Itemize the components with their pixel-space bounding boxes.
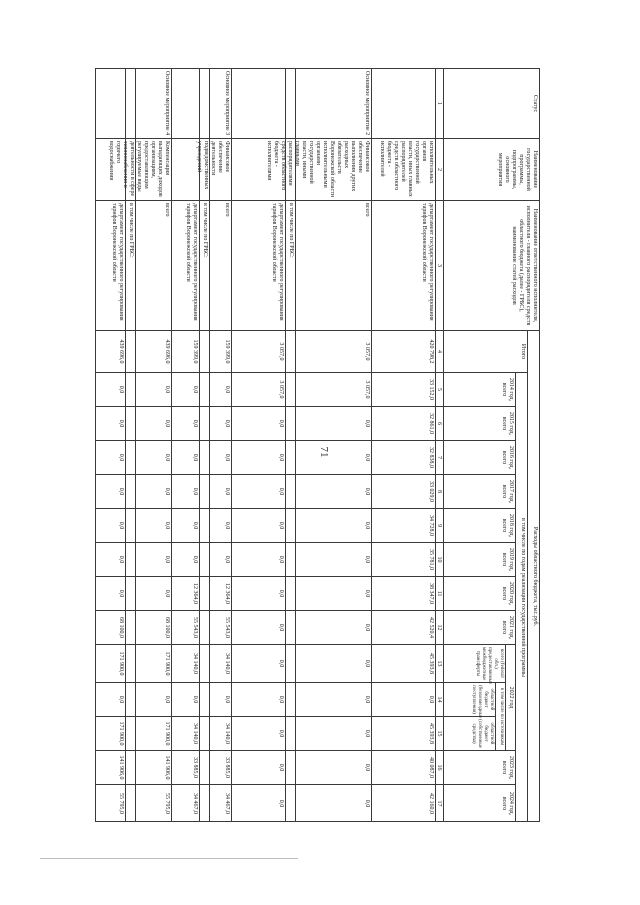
row-value [286,406,296,440]
header-src1: областной бюджет (безвозмездные поступления) [444,682,496,716]
row-value: 0,0 [96,440,126,474]
row-value [286,716,296,750]
header-expenses: Расходы областного бюджета, тыс.руб. [528,330,540,822]
row-program [200,138,210,200]
row-value: 12 364,0 [210,576,232,610]
column-number: 2 [436,138,444,200]
row-value: 0,0 [296,406,372,440]
row-value [200,474,210,508]
row-executor: всего [136,200,172,330]
row-value [126,644,136,682]
row-value: 0,0 [210,406,232,440]
row-value [286,750,296,784]
row-status [286,68,296,138]
header-y2021: 2021 год, всего [444,610,516,644]
row-value: 0,0 [232,644,286,682]
header-y2018: 2018 год, всего [444,508,516,542]
row-program [126,138,136,200]
column-number: 12 [436,610,444,644]
row-value: 0,0 [232,440,286,474]
column-number: 3 [436,200,444,330]
row-value: 0,0 [232,474,286,508]
row-value [200,682,210,716]
row-value: 0,0 [172,542,200,576]
row-executor: департамент государственного регулирования тарифов Воронежской области [232,200,286,330]
row-status [200,68,210,138]
row-value: 34 140,0 [210,644,232,682]
row-value: 33 885,0 [172,750,200,784]
row-value: 159 399,0 [210,330,232,372]
row-value: 159 399,0 [172,330,200,372]
row-value [200,508,210,542]
row-value: 171 900,0 [136,644,172,682]
row-value: 0,0 [296,610,372,644]
row-value [286,784,296,822]
header-y2023: 2023 год, всего [444,750,516,784]
row-value: 40 087,0 [372,750,436,784]
row-value: 0,0 [296,784,372,822]
row-value: 141 906,0 [96,750,126,784]
header-total: Итого [444,330,528,372]
row-value: 55 543,0 [210,610,232,644]
row-value: 38 347,0 [372,576,436,610]
row-value: 34 467,0 [172,784,200,822]
row-value [200,406,210,440]
row-value: 0,0 [232,406,286,440]
row-value: 0,0 [210,440,232,474]
row-value: 0,0 [172,440,200,474]
column-number: 1 [436,68,444,138]
row-value: 0,0 [210,372,232,406]
row-value: 0,0 [210,542,232,576]
row-program [172,138,200,200]
row-program [96,138,126,200]
row-value: 0,0 [296,682,372,716]
row-value: 34 140,0 [210,716,232,750]
row-value: 0,0 [172,474,200,508]
row-value: 0,0 [296,576,372,610]
row-value: 12 364,0 [172,576,200,610]
column-number: 4 [436,330,444,372]
row-value: 33 029,0 [372,474,436,508]
row-value: 35 781,0 [372,542,436,576]
row-value: 34 140,0 [172,716,200,750]
row-value: 0,0 [96,372,126,406]
rotated-table-area [96,68,540,856]
row-value: 0,0 [96,508,126,542]
row-value: 0,0 [232,716,286,750]
row-value: 34 728,0 [372,508,436,542]
row-value: 0,0 [232,576,286,610]
row-program: исполнительных органов государственной власти, иных главных распорядителей средств областного бюджета - исполнителей [372,138,436,200]
row-value: 0,0 [136,542,172,576]
row-value [126,750,136,784]
row-status: Основное мероприятие 3 [210,68,232,138]
column-number: 14 [436,682,444,716]
row-value [286,542,296,576]
row-value: 439 696,0 [96,330,126,372]
row-value: 0,0 [136,508,172,542]
row-value: 42 160,0 [372,784,436,822]
row-value [126,682,136,716]
row-value [286,610,296,644]
row-value: 0,0 [232,750,286,784]
row-value: 3 057,0 [296,330,372,372]
row-value [200,576,210,610]
row-value: 0,0 [232,542,286,576]
row-value [126,716,136,750]
row-value [126,542,136,576]
column-number: 15 [436,716,444,750]
row-value: 141 906,0 [136,750,172,784]
column-number: 13 [436,644,444,682]
row-value: 68 100,0 [96,610,126,644]
row-value: 55 543,0 [172,610,200,644]
row-value: 0,0 [296,508,372,542]
row-status [172,68,200,138]
row-status [96,68,126,138]
row-status [232,68,286,138]
row-value [126,440,136,474]
row-value: 34 140,0 [172,644,200,682]
row-value: 55 795,0 [136,784,172,822]
row-value: 0,0 [232,682,286,716]
row-value: 0,0 [96,406,126,440]
header-y2014: 2014 год, всего [444,372,516,406]
row-value [200,330,210,372]
row-value: 34 467,0 [210,784,232,822]
row-value: 0,0 [136,372,172,406]
row-value: 0,0 [372,682,436,716]
row-value: 439 696,0 [136,330,172,372]
row-value [286,576,296,610]
row-value: 42 520,4 [372,610,436,644]
row-value: 171 900,0 [96,716,126,750]
row-value: 33 152,0 [372,372,436,406]
row-value: 0,0 [136,474,172,508]
column-number: 7 [436,440,444,474]
row-value: 0,0 [136,682,172,716]
row-value [200,440,210,474]
row-executor: всего [296,200,372,330]
row-value [200,542,210,576]
row-value [126,508,136,542]
row-value: 420 798,2 [372,330,436,372]
row-executor: департамент государственного регулирования тарифов Воронежской области [372,200,436,330]
header-y2022: 2022 год [506,644,516,750]
column-number: 6 [436,406,444,440]
row-value: 0,0 [172,406,200,440]
row-status: Основное мероприятие 4 [136,68,172,138]
row-value: 0,0 [232,508,286,542]
row-value: 33 885,0 [210,750,232,784]
column-number: 16 [436,750,444,784]
row-status [126,68,136,138]
header-y2015: 2015 год, всего [444,406,516,440]
row-program: Финансовое обеспечение деятельности подведомственных учреждений [210,138,232,200]
column-number: 17 [436,784,444,822]
header-executor: Наименование ответственного исполнителя, исполнителя - главного распорядителя средств областного бюджета (далее - ГРБС), наименование статей расходов [444,200,540,330]
row-value [286,644,296,682]
row-value [126,784,136,822]
row-value [200,750,210,784]
row-value: 0,0 [210,682,232,716]
row-value [126,576,136,610]
row-executor: департамент государственного регулирования тарифов Воронежской области [172,200,200,330]
row-value: 0,0 [96,682,126,716]
row-value [200,610,210,644]
row-value: 45 393,8 [372,716,436,750]
row-value [200,716,210,750]
row-value: 0,0 [96,542,126,576]
table-border-bottom [95,68,96,822]
row-value: 0,0 [96,576,126,610]
row-value [126,330,136,372]
row-value [126,474,136,508]
column-number: 11 [436,576,444,610]
row-value: 0,0 [136,440,172,474]
row-value: 0,0 [296,440,372,474]
row-value [286,474,296,508]
column-number: 8 [436,474,444,508]
row-value: 0,0 [172,682,200,716]
row-value: 32 838,0 [372,440,436,474]
column-number: 10 [436,542,444,576]
row-value: 3 057,0 [232,372,286,406]
row-value: 0,0 [136,576,172,610]
row-value [286,508,296,542]
header-program: Наименование государственной программы, подпрограммы, основного мероприятия [444,138,540,200]
row-value [200,644,210,682]
row-value: 0,0 [172,508,200,542]
row-value: 171 900,0 [96,644,126,682]
row-value: 68 100,0 [136,610,172,644]
row-executor: в том числе по ГРБС: [126,200,136,330]
row-value: 0,0 [296,474,372,508]
row-value [286,440,296,474]
row-value: 3 057,0 [232,330,286,372]
row-value [126,610,136,644]
row-program [232,138,286,200]
row-value [126,372,136,406]
header-y2020: 2020 год, всего [444,576,516,610]
row-value [286,682,296,716]
column-number: 5 [436,372,444,406]
row-value: 3 057,0 [296,372,372,406]
header-status: Статус [444,68,540,138]
row-value: 0,0 [210,474,232,508]
row-value: 0,0 [232,610,286,644]
row-value: 0,0 [96,474,126,508]
row-status: Основное мероприятие 2 [296,68,372,138]
row-value: 55 795,0 [96,784,126,822]
row-value: 0,0 [296,644,372,682]
budget-table [96,68,540,856]
row-value: 0,0 [210,508,232,542]
row-program: Компенсация выпадающих доходов организациям, предоставляющим регулируемые виды деятельности в сфере теплоснабжения и горячего водоснабжения [136,138,172,200]
row-value [200,784,210,822]
row-executor: в том числе по ГРБС: [200,200,210,330]
column-number: 9 [436,508,444,542]
row-value: 0,0 [296,750,372,784]
row-value: 45 393,8 [372,644,436,682]
row-value: 171 900,0 [136,716,172,750]
row-program: Финансовое обеспечение выполнения других расходных обязательств Воронежской области исполнительными органами государственной власти, иными главными распорядителями средств областного бюджета - исполнителями [296,138,372,200]
row-program [286,138,296,200]
row-value: 0,0 [136,406,172,440]
row-value: 0,0 [296,542,372,576]
header-y2022-total: всего (federal/обл.) предоставляемые межбюджетные трансферты [444,644,506,682]
row-value: 0,0 [172,372,200,406]
header-y2019: 2019 год, всего [444,542,516,576]
header-y2016: 2016 год, всего [444,440,516,474]
row-executor: в том числе по ГРБС: [286,200,296,330]
row-value: 32 861,0 [372,406,436,440]
header-src2: областной бюджет (собственные средства) [444,716,496,750]
row-status [372,68,436,138]
row-executor: департамент государственного регулирования тарифов Воронежской области [96,200,126,330]
header-y2017: 2017 год, всего [444,474,516,508]
header-by-years: в том числе по годам реализации государственной программы [516,372,528,822]
row-value [286,372,296,406]
footer-rule [40,858,298,859]
row-value: 0,0 [296,716,372,750]
header-y2024: 2024 год, всего [444,784,516,822]
row-value [286,330,296,372]
row-value [126,406,136,440]
table-border-right [96,821,540,822]
row-value [200,372,210,406]
page-number: 71 [318,446,330,458]
row-executor: всего [210,200,232,330]
row-value: 0,0 [232,784,286,822]
header-incl-sources: в том числе по источникам [496,682,506,750]
